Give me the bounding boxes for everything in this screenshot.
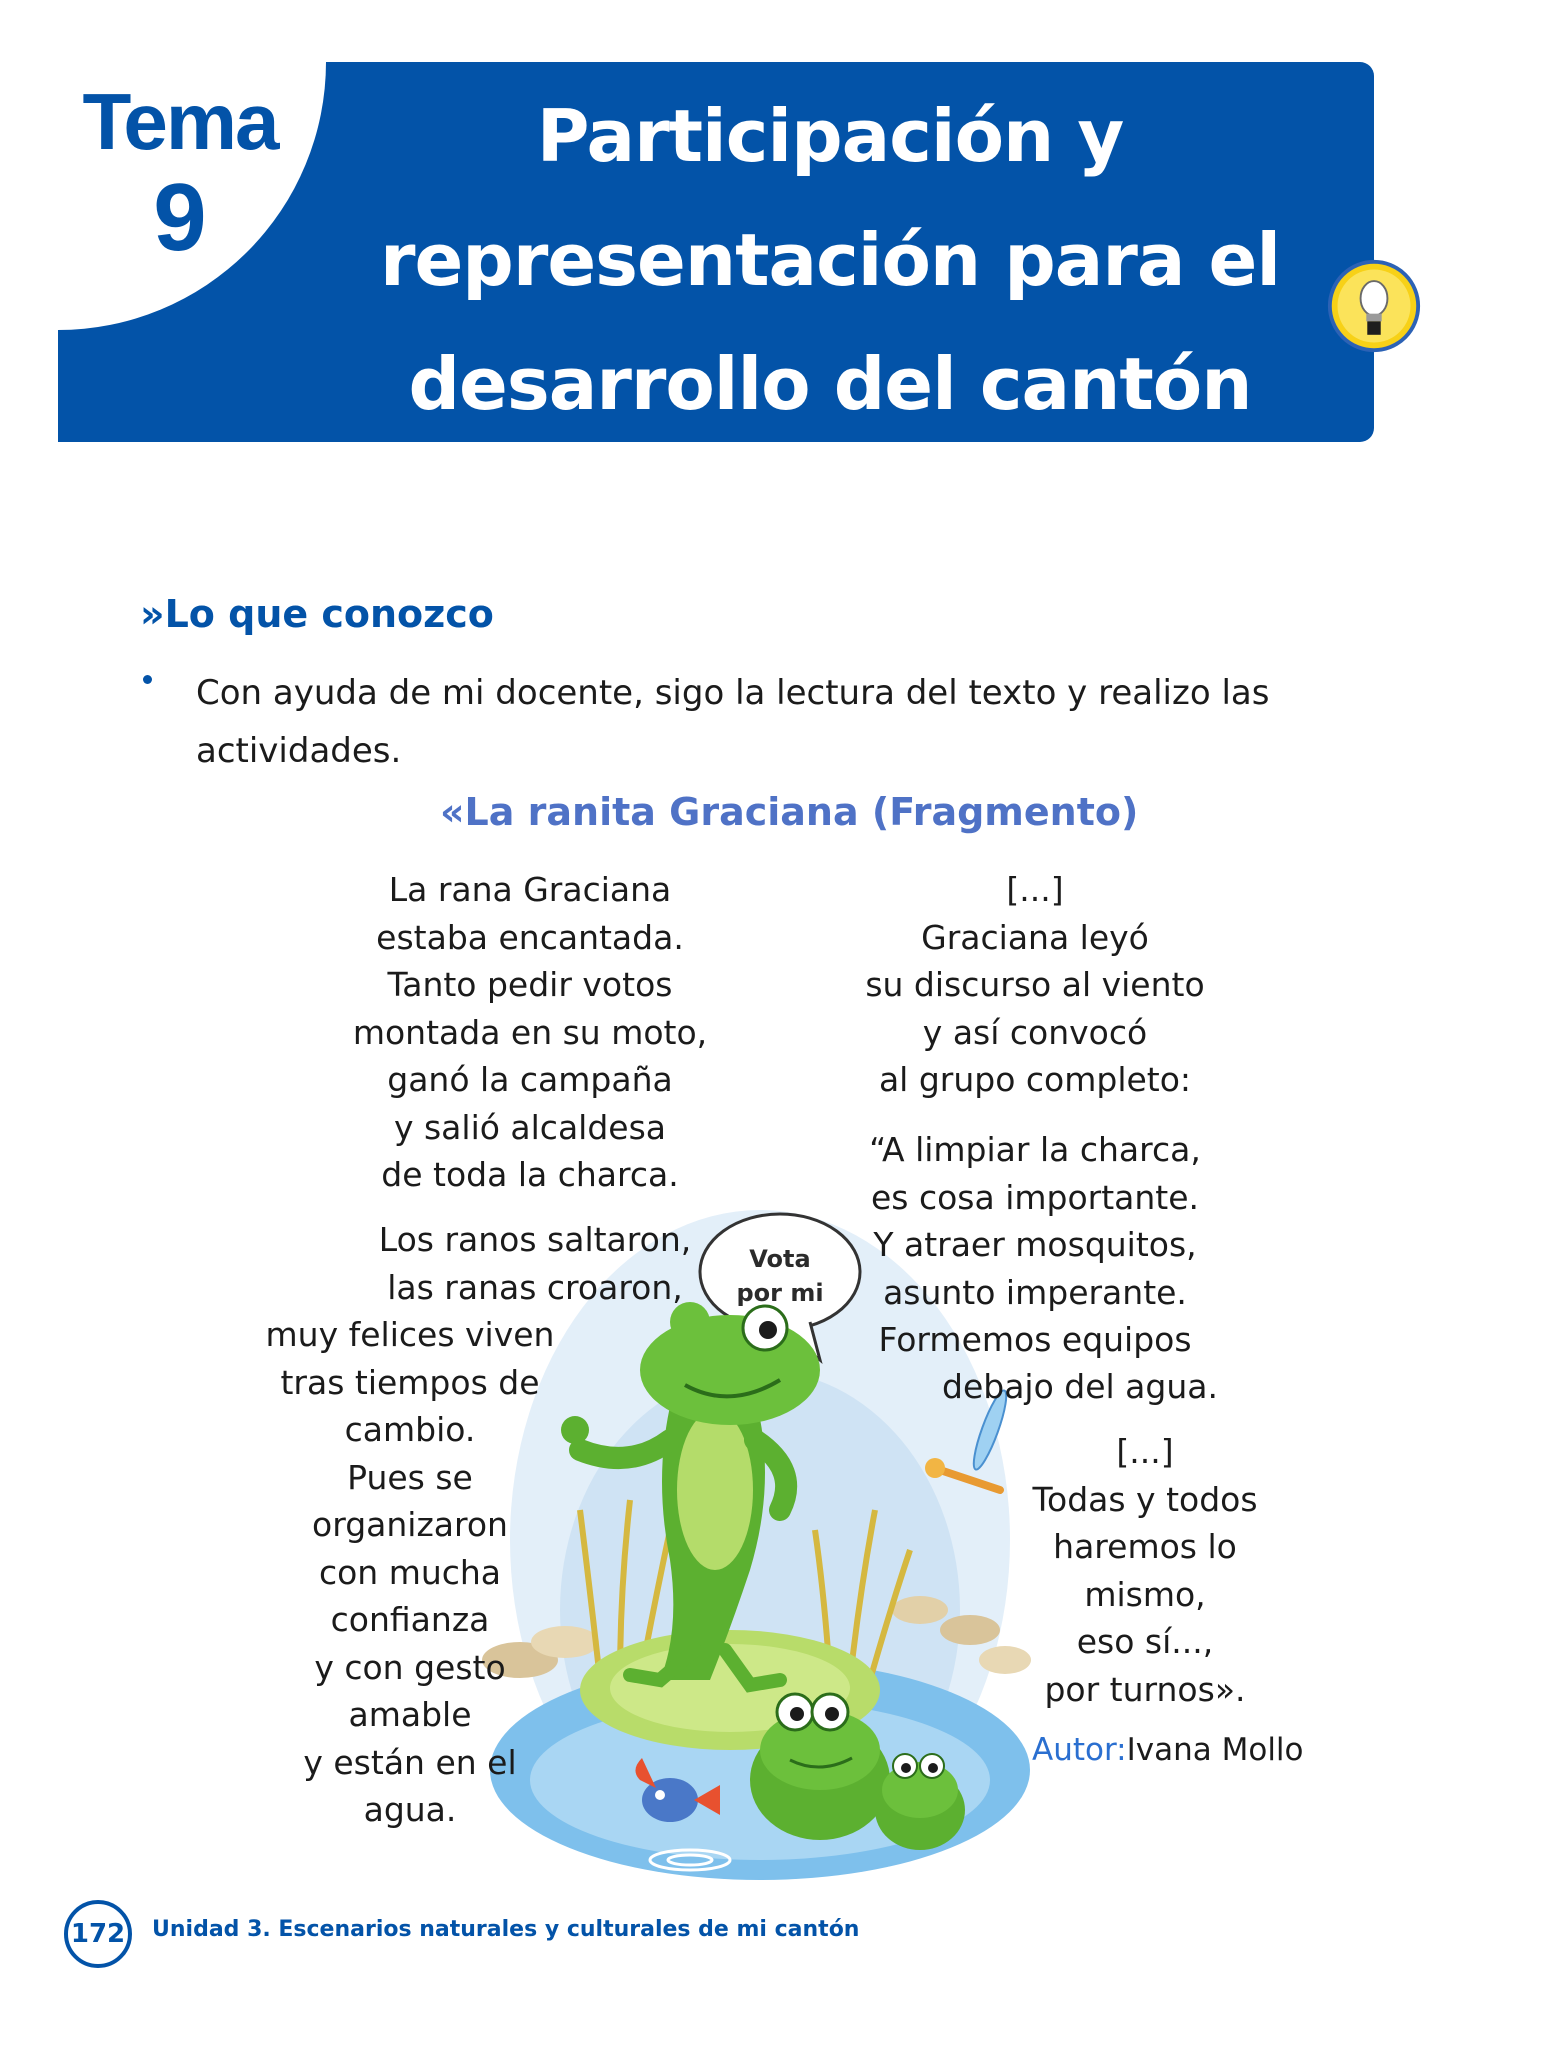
poem-line: organizaron bbox=[312, 1505, 508, 1544]
poem-line: agua. bbox=[363, 1790, 457, 1829]
page-title bbox=[330, 74, 1330, 446]
poem-line: estaba encantada. bbox=[376, 917, 684, 957]
poem-line: con mucha bbox=[318, 1552, 502, 1592]
poem-line: y están en el bbox=[303, 1742, 517, 1782]
poem-left-stanza-2b bbox=[260, 1311, 560, 1834]
page-number: 172 bbox=[64, 1900, 132, 1968]
tema-label: Tema bbox=[82, 77, 278, 166]
poem-left-stanza-2a bbox=[340, 1216, 730, 1311]
poem-line: al grupo completo: bbox=[878, 1060, 1192, 1099]
poem-line: confianza bbox=[330, 1600, 490, 1639]
poem-line: cambio. bbox=[344, 1410, 476, 1449]
poem-line: asunto imperante. bbox=[883, 1272, 1187, 1312]
poem-line: [...] bbox=[1116, 1432, 1174, 1471]
section-heading bbox=[140, 592, 494, 636]
poem-line: Pues se bbox=[347, 1457, 473, 1497]
poem-line: las ranas croaron, bbox=[387, 1267, 683, 1307]
poem-line: amable bbox=[348, 1695, 472, 1734]
poem-line: y así convocó bbox=[922, 1012, 1148, 1052]
poem-line: y con gesto bbox=[314, 1647, 506, 1687]
poem-line: La rana Graciana bbox=[388, 870, 672, 909]
poem-line: ganó la campaña bbox=[387, 1060, 673, 1099]
poem-left-stanza-1 bbox=[330, 866, 730, 1199]
poem-line: Tanto pedir votos bbox=[387, 965, 673, 1004]
poem-title: «La ranita Graciana (Fragmento) bbox=[440, 790, 1139, 834]
author-label: Autor: bbox=[1032, 1732, 1127, 1768]
title-line: desarrollo del cantón bbox=[408, 342, 1252, 426]
poem-line: Todas y todos bbox=[1032, 1479, 1258, 1519]
speech-bubble-line: Vota bbox=[749, 1245, 811, 1273]
poem-line: Los ranos saltaron, bbox=[378, 1220, 692, 1259]
poem-right-stanza-2 bbox=[855, 1126, 1215, 1364]
speech-bubble-line: por mi bbox=[736, 1279, 824, 1307]
poem-line: “A limpiar la charca, bbox=[869, 1130, 1201, 1169]
lightbulb-icon bbox=[1326, 258, 1422, 354]
poem-line: eso sí..., bbox=[1076, 1622, 1214, 1661]
poem-right-stanza-3 bbox=[1010, 1428, 1280, 1713]
poem-line: es cosa importante. bbox=[870, 1177, 1200, 1217]
author-name: Ivana Mollo bbox=[1126, 1732, 1304, 1768]
title-line: representación para el bbox=[379, 218, 1281, 302]
poem-line: Y atraer mosquitos, bbox=[873, 1225, 1197, 1264]
instruction-line: Con ayuda de mi docente, sigo la lectura del texto y realizo las bbox=[196, 673, 1270, 713]
poem-line: de toda la charca. bbox=[381, 1155, 679, 1194]
poem-line: Formemos equipos bbox=[878, 1320, 1192, 1359]
poem-line: debajo del agua. bbox=[942, 1367, 1218, 1406]
poem-line: muy felices viven bbox=[265, 1315, 555, 1354]
poem-line: tras tiempos de bbox=[280, 1362, 540, 1402]
poem-line: y salió alcaldesa bbox=[393, 1107, 667, 1147]
poem-line: Graciana leyó bbox=[921, 917, 1149, 957]
poem-line: mismo, bbox=[1084, 1574, 1206, 1614]
poem-line: por turnos». bbox=[1044, 1669, 1246, 1709]
poem-line: [...] bbox=[1006, 870, 1064, 909]
title-line: Participación y bbox=[536, 94, 1124, 178]
poem-right-stanza-1 bbox=[855, 866, 1215, 1104]
poem-right-stanza-2-end bbox=[920, 1363, 1240, 1411]
poem-author bbox=[1032, 1732, 1304, 1768]
instruction-text bbox=[196, 664, 1346, 780]
poem-line: su discurso al viento bbox=[865, 965, 1205, 1004]
unit-footer: Unidad 3. Escenarios naturales y culturales de mi cantón bbox=[152, 1917, 860, 1942]
bullet-icon bbox=[143, 675, 152, 684]
heading-marker: » bbox=[140, 592, 165, 636]
poem-line: haremos lo bbox=[1053, 1527, 1237, 1566]
instruction-line: actividades. bbox=[196, 731, 402, 771]
tema-number: 9 bbox=[153, 164, 207, 271]
poem-line: montada en su moto, bbox=[352, 1012, 708, 1052]
heading-text: Lo que conozco bbox=[164, 592, 494, 636]
